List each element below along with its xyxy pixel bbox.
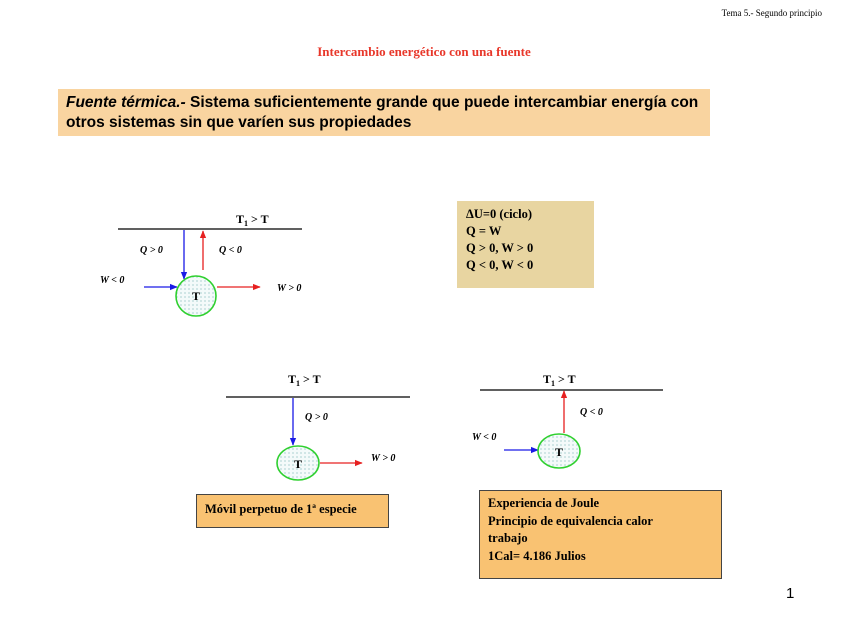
header-tag: Tema 5.- Segundo principio xyxy=(721,8,822,18)
equation-line: Q = W xyxy=(466,224,502,238)
node-label: T xyxy=(191,289,201,303)
definition-term: Fuente térmica.- xyxy=(66,94,186,111)
diagram-joule xyxy=(472,372,663,468)
t1-label: $T_1 > T$ xyxy=(543,372,576,388)
w-pos-label: W > 0 xyxy=(371,453,396,464)
page-number: 1 xyxy=(786,585,795,602)
equation-line: ΔU=0 (ciclo) xyxy=(466,207,532,221)
q-neg-label: Q < 0 xyxy=(219,245,242,256)
joule-line: 1Cal= 4.186 Julios xyxy=(488,549,586,563)
equation-line: Q > 0, W > 0 xyxy=(466,241,534,255)
w-neg-label: W < 0 xyxy=(100,275,125,286)
slide-title: Intercambio energético con una fuente xyxy=(317,44,531,59)
node-label: T xyxy=(554,445,564,459)
q-pos-label: Q > 0 xyxy=(305,412,328,423)
t1-label: $T_1 > T$ xyxy=(288,372,321,388)
equation-line: Q < 0, W < 0 xyxy=(466,258,534,272)
w-pos-label: W > 0 xyxy=(277,283,302,294)
diagram-perpetual xyxy=(226,372,410,480)
perpetual-text: Móvil perpetuo de 1ª especie xyxy=(205,502,357,516)
joule-line: trabajo xyxy=(488,531,528,545)
definition-body: Sistema suficientemente grande que puede intercambiar energía con otros sistemas sin que varíen sus propiedades xyxy=(66,94,699,131)
q-pos-label: Q > 0 xyxy=(140,245,163,256)
w-neg-label: W < 0 xyxy=(472,432,497,443)
t1-label: $T_1 > T$ xyxy=(236,212,269,228)
node-label: T xyxy=(293,457,303,471)
joule-line: Experiencia de Joule xyxy=(488,496,600,510)
q-neg-label: Q < 0 xyxy=(580,407,603,418)
joule-line: Principio de equivalencia calor xyxy=(488,514,653,528)
diagram-full-cycle xyxy=(100,212,302,316)
